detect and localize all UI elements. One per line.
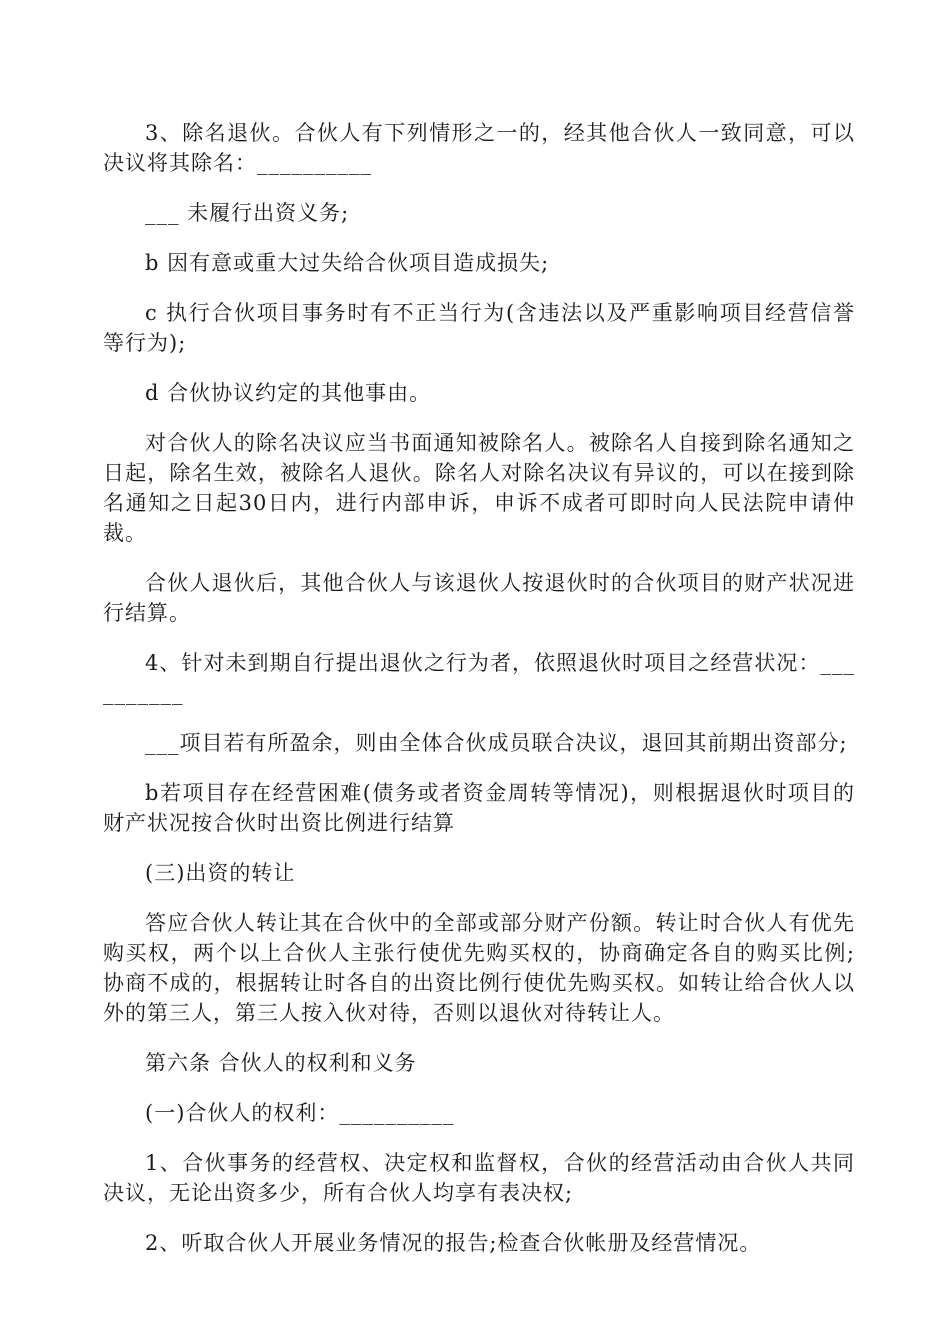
paragraph-right-1: 1、合伙事务的经营权、决定权和监督权，合伙的经营活动由合伙人共同决议，无论出资多少，所有合伙人均享有表决权;	[103, 1151, 855, 1205]
section-heading-partner-rights: (一)合伙人的权利：__________	[145, 1101, 455, 1125]
section-heading-capital-transfer: (三)出资的转让	[145, 861, 296, 885]
paragraph-right-2: 2、听取合伙人开展业务情况的报告;检查合伙帐册及经营情况。	[145, 1231, 762, 1255]
paragraph-difficulty: b若项目存在经营困难(债务或者资金周转等情况)，则根据退伙时项目的财产状况按合伙时出资比例进行结算	[103, 781, 855, 835]
paragraph-transfer-rules: 答应合伙人转让其在合伙中的全部或部分财产份额。转让时合伙人有优先购买权，两个以上合伙人主张行使优先购买权的，协商确定各自的购买比例;协商不成的，根据转让时各自的出资比例行使优先购买权。如转让给合伙人以外的第三人，第三人按入伙对待，否则以退伙对待转让人。	[103, 911, 855, 1025]
paragraph-settlement: 合伙人退伙后，其他合伙人与该退伙人按退伙时的合伙项目的财产状况进行结算。	[103, 571, 855, 625]
paragraph-item-d: d 合伙协议约定的其他事由。	[145, 381, 432, 405]
document-body	[103, 118, 855, 1278]
article-heading-rights-duties: 第六条 合伙人的权利和义务	[145, 1051, 417, 1075]
paragraph-item-b: b 因有意或重大过失给合伙项目造成损失;	[145, 251, 550, 275]
paragraph-expulsion-notice: 对合伙人的除名决议应当书面通知被除名人。被除名人自接到除名通知之日起，除名生效，被除名人退伙。除名人对除名决议有异议的，可以在接到除名通知之日起30日内，进行内部申诉，申诉不成者可即时向人民法院申请仲裁。	[103, 431, 855, 545]
paragraph-item-c: c 执行合伙项目事务时有不正当行为(含违法以及严重影响项目经营信誉等行为);	[103, 301, 855, 355]
paragraph-surplus: ___项目若有所盈余，则由全体合伙成员联合决议，退回其前期出资部分;	[145, 731, 848, 755]
paragraph-early-withdrawal: 4、针对未到期自行提出退伙之行为者，依照退伙时项目之经营状况：__________	[103, 651, 855, 705]
paragraph-expulsion: 3、除名退伙。合伙人有下列情形之一的，经其他合伙人一致同意，可以决议将其除名：__________	[103, 121, 855, 175]
paragraph-item-a: ___ 未履行出资义务;	[145, 201, 350, 225]
